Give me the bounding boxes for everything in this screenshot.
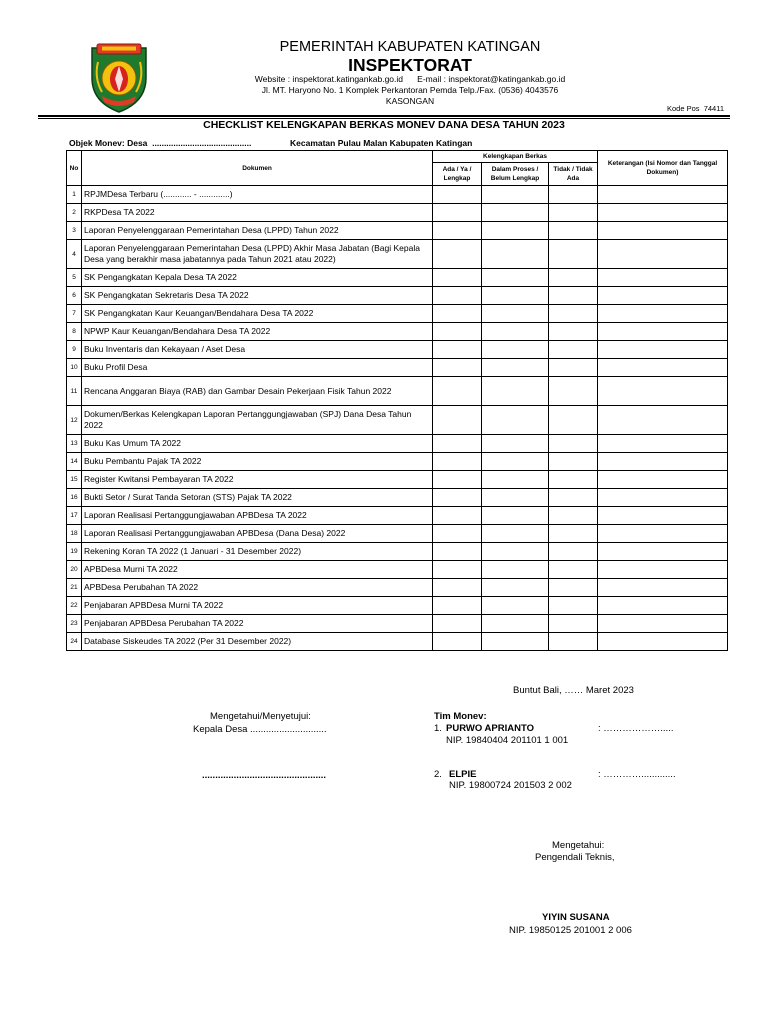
row-number: 1 <box>67 186 82 204</box>
proses-cell[interactable] <box>482 240 549 269</box>
table-row <box>67 359 728 377</box>
row-document: Buku Pembantu Pajak TA 2022 <box>82 453 433 471</box>
proses-cell[interactable] <box>482 406 549 435</box>
row-number: 9 <box>67 341 82 359</box>
table-row <box>67 341 728 359</box>
table-row <box>67 287 728 305</box>
row-document: RKPDesa TA 2022 <box>82 204 433 222</box>
ada-cell[interactable] <box>433 323 482 341</box>
table-row <box>67 269 728 287</box>
keterangan-cell[interactable] <box>598 561 728 579</box>
row-document: Buku Kas Umum TA 2022 <box>82 435 433 453</box>
table-row <box>67 543 728 561</box>
ada-cell[interactable] <box>433 269 482 287</box>
tidak-cell[interactable] <box>549 186 598 204</box>
keterangan-cell[interactable] <box>598 341 728 359</box>
ada-cell[interactable] <box>433 543 482 561</box>
row-number: 21 <box>67 579 82 597</box>
keterangan-cell[interactable] <box>598 222 728 240</box>
row-document: Laporan Realisasi Pertanggungjawaban APBDesa (Dana Desa) 2022 <box>82 525 433 543</box>
ada-cell[interactable] <box>433 471 482 489</box>
office-name: INSPEKTORAT <box>348 55 472 75</box>
header-tidak: Tidak / Tidak Ada <box>549 163 598 186</box>
keterangan-cell[interactable] <box>598 435 728 453</box>
tidak-cell[interactable] <box>549 507 598 525</box>
proses-cell[interactable] <box>482 377 549 406</box>
ada-cell[interactable] <box>433 305 482 323</box>
tidak-cell[interactable] <box>549 525 598 543</box>
table-row <box>67 525 728 543</box>
row-document: Rekening Koran TA 2022 (1 Januari - 31 Desember 2022) <box>82 543 433 561</box>
row-document: Laporan Penyelenggaraan Pemerintahan Desa (LPPD) Akhir Masa Jabatan (Bagi Kepala Desa yang berakhir masa jabatannya pada Tahun 2021 atau 2022) <box>82 240 433 269</box>
checklist-body <box>67 186 728 651</box>
tidak-cell[interactable] <box>549 406 598 435</box>
coat-of-arms-logo <box>88 42 150 114</box>
tim-monev-label: Tim Monev: <box>434 711 487 722</box>
keterangan-cell[interactable] <box>598 204 728 222</box>
tidak-cell[interactable] <box>549 579 598 597</box>
city-line: KASONGAN <box>385 96 435 106</box>
keterangan-cell[interactable] <box>598 471 728 489</box>
proses-cell[interactable] <box>482 359 549 377</box>
row-document: RPJMDesa Terbaru (............ - .............) <box>82 186 433 204</box>
ada-cell[interactable] <box>433 204 482 222</box>
proses-cell[interactable] <box>482 507 549 525</box>
row-document: NPWP Kaur Keuangan/Bendahara Desa TA 2022 <box>82 323 433 341</box>
known-label: Mengetahui: <box>552 840 605 851</box>
proses-cell[interactable] <box>482 615 549 633</box>
objek-monev-field: Objek Monev: Desa .......................................... <box>69 138 252 148</box>
row-number: 15 <box>67 471 82 489</box>
row-number: 20 <box>67 561 82 579</box>
tidak-cell[interactable] <box>549 204 598 222</box>
checklist-table <box>66 150 728 651</box>
proses-cell[interactable] <box>482 269 549 287</box>
tidak-cell[interactable] <box>549 323 598 341</box>
ada-cell[interactable] <box>433 597 482 615</box>
tidak-cell[interactable] <box>549 615 598 633</box>
tidak-cell[interactable] <box>549 305 598 323</box>
table-row <box>67 204 728 222</box>
row-document: APBDesa Murni TA 2022 <box>82 561 433 579</box>
row-document: Penjabaran APBDesa Murni TA 2022 <box>82 597 433 615</box>
header-rule-thick <box>38 115 730 117</box>
row-document: APBDesa Perubahan TA 2022 <box>82 579 433 597</box>
row-number: 22 <box>67 597 82 615</box>
controller-name: YIYIN SUSANA <box>542 912 610 923</box>
proses-cell[interactable] <box>482 489 549 507</box>
header-kelengkapan: Kelengkapan Berkas <box>433 151 598 163</box>
row-number: 14 <box>67 453 82 471</box>
table-row <box>67 507 728 525</box>
table-row <box>67 597 728 615</box>
keterangan-cell[interactable] <box>598 359 728 377</box>
row-number: 10 <box>67 359 82 377</box>
proses-cell[interactable] <box>482 305 549 323</box>
keterangan-cell[interactable] <box>598 186 728 204</box>
proses-cell[interactable] <box>482 597 549 615</box>
tidak-cell[interactable] <box>549 453 598 471</box>
table-row <box>67 222 728 240</box>
tidak-cell[interactable] <box>549 359 598 377</box>
ada-cell[interactable] <box>433 579 482 597</box>
row-number: 6 <box>67 287 82 305</box>
row-number: 16 <box>67 489 82 507</box>
row-document: SK Pengangkatan Kaur Keuangan/Bendahara Desa TA 2022 <box>82 305 433 323</box>
row-document: Buku Profil Desa <box>82 359 433 377</box>
proses-cell[interactable] <box>482 543 549 561</box>
header-no: No <box>67 151 82 186</box>
contact-line: Website : inspektorat.katingankab.go.id E-mail : inspektorat@katingankab.go.id <box>254 74 566 84</box>
member1-signature-line: : ………………..... <box>598 723 674 734</box>
row-document: Buku Inventaris dan Kekayaan / Aset Desa <box>82 341 433 359</box>
keterangan-cell[interactable] <box>598 633 728 651</box>
ada-cell[interactable] <box>433 222 482 240</box>
ada-cell[interactable] <box>433 406 482 435</box>
member2-nip: NIP. 19800724 201503 2 002 <box>449 780 572 791</box>
row-number: 3 <box>67 222 82 240</box>
ada-cell[interactable] <box>433 615 482 633</box>
row-document: Laporan Penyelenggaraan Pemerintahan Desa (LPPD) Tahun 2022 <box>82 222 433 240</box>
row-document: Laporan Realisasi Pertanggungjawaban APBDesa TA 2022 <box>82 507 433 525</box>
tidak-cell[interactable] <box>549 269 598 287</box>
member1-nip: NIP. 19840404 201101 1 001 <box>446 735 569 746</box>
tidak-cell[interactable] <box>549 287 598 305</box>
row-document: Rencana Anggaran Biaya (RAB) dan Gambar Desain Pekerjaan Fisik Tahun 2022 <box>82 377 433 406</box>
proses-cell[interactable] <box>482 525 549 543</box>
ada-cell[interactable] <box>433 507 482 525</box>
ada-cell[interactable] <box>433 561 482 579</box>
row-number: 8 <box>67 323 82 341</box>
table-row <box>67 377 728 406</box>
header-proses: Dalam Proses / Belum Lengkap <box>482 163 549 186</box>
ada-cell[interactable] <box>433 453 482 471</box>
proses-cell[interactable] <box>482 287 549 305</box>
proses-cell[interactable] <box>482 323 549 341</box>
government-name: PEMERINTAH KABUPATEN KATINGAN <box>279 39 541 55</box>
keterangan-cell[interactable] <box>598 507 728 525</box>
member2-signature-line: : …………............. <box>598 769 676 780</box>
row-number: 5 <box>67 269 82 287</box>
tidak-cell[interactable] <box>549 489 598 507</box>
table-row <box>67 561 728 579</box>
proses-cell[interactable] <box>482 222 549 240</box>
keterangan-cell[interactable] <box>598 377 728 406</box>
ada-cell[interactable] <box>433 240 482 269</box>
row-number: 13 <box>67 435 82 453</box>
keterangan-cell[interactable] <box>598 323 728 341</box>
proses-cell[interactable] <box>482 435 549 453</box>
proses-cell[interactable] <box>482 186 549 204</box>
keterangan-cell[interactable] <box>598 305 728 323</box>
row-document: Bukti Setor / Surat Tanda Setoran (STS) Pajak TA 2022 <box>82 489 433 507</box>
keterangan-cell[interactable] <box>598 615 728 633</box>
ada-cell[interactable] <box>433 186 482 204</box>
keterangan-cell[interactable] <box>598 453 728 471</box>
proses-cell[interactable] <box>482 453 549 471</box>
postal-code: Kode Pos 74411 <box>667 104 724 113</box>
tidak-cell[interactable] <box>549 240 598 269</box>
tidak-cell[interactable] <box>549 561 598 579</box>
tidak-cell[interactable] <box>549 435 598 453</box>
table-row <box>67 305 728 323</box>
place-date: Buntut Bali, …… Maret 2023 <box>513 685 634 696</box>
keterangan-cell[interactable] <box>598 287 728 305</box>
keterangan-cell[interactable] <box>598 269 728 287</box>
member2-name: ELPIE <box>449 769 477 780</box>
table-row <box>67 240 728 269</box>
table-row <box>67 471 728 489</box>
row-document: SK Pengangkatan Kepala Desa TA 2022 <box>82 269 433 287</box>
row-number: 17 <box>67 507 82 525</box>
proses-cell[interactable] <box>482 579 549 597</box>
keterangan-cell[interactable] <box>598 543 728 561</box>
keterangan-cell[interactable] <box>598 240 728 269</box>
row-number: 4 <box>67 240 82 269</box>
row-document: Register Kwitansi Pembayaran TA 2022 <box>82 471 433 489</box>
proses-cell[interactable] <box>482 561 549 579</box>
row-document: Database Siskeudes TA 2022 (Per 31 Desember 2022) <box>82 633 433 651</box>
proses-cell[interactable] <box>482 633 549 651</box>
row-document: SK Pengangkatan Sekretaris Desa TA 2022 <box>82 287 433 305</box>
keterangan-cell[interactable] <box>598 597 728 615</box>
controller-title: Pengendali Teknis, <box>535 852 615 863</box>
tidak-cell[interactable] <box>549 471 598 489</box>
table-row <box>67 489 728 507</box>
header-ada: Ada / Ya / Lengkap <box>433 163 482 186</box>
tidak-cell[interactable] <box>549 377 598 406</box>
keterangan-cell[interactable] <box>598 406 728 435</box>
header-keterangan: Keterangan (Isi Nomor dan Tanggal Dokumen) <box>598 151 728 186</box>
proses-cell[interactable] <box>482 471 549 489</box>
member1-name: PURWO APRIANTO <box>446 723 534 734</box>
address-line: Jl. MT. Haryono No. 1 Komplek Perkantoran Pemda Telp./Fax. (0536) 4043576 <box>261 85 559 95</box>
ada-cell[interactable] <box>433 341 482 359</box>
document-title: CHECKLIST KELENGKAPAN BERKAS MONEV DANA DESA TAHUN 2023 <box>203 119 565 131</box>
table-row <box>67 323 728 341</box>
row-number: 11 <box>67 377 82 406</box>
ada-cell[interactable] <box>433 435 482 453</box>
coat-of-arms-icon <box>88 42 150 114</box>
proses-cell[interactable] <box>482 341 549 359</box>
keterangan-cell[interactable] <box>598 525 728 543</box>
tidak-cell[interactable] <box>549 597 598 615</box>
controller-nip: NIP. 19850125 201001 2 006 <box>509 925 632 936</box>
approval-label: Mengetahui/Menyetujui: <box>210 711 311 722</box>
table-row <box>67 435 728 453</box>
tidak-cell[interactable] <box>549 633 598 651</box>
row-number: 19 <box>67 543 82 561</box>
ada-cell[interactable] <box>433 287 482 305</box>
member2-number: 2. <box>434 769 442 780</box>
table-row <box>67 633 728 651</box>
row-number: 12 <box>67 406 82 435</box>
member1-number: 1. <box>434 723 442 734</box>
tidak-cell[interactable] <box>549 222 598 240</box>
table-row <box>67 615 728 633</box>
kecamatan-label: Kecamatan Pulau Malan Kabupaten Katingan <box>290 138 473 148</box>
tidak-cell[interactable] <box>549 543 598 561</box>
keterangan-cell[interactable] <box>598 579 728 597</box>
ada-cell[interactable] <box>433 489 482 507</box>
header-dokumen: Dokumen <box>82 151 433 186</box>
keterangan-cell[interactable] <box>598 489 728 507</box>
proses-cell[interactable] <box>482 204 549 222</box>
row-number: 2 <box>67 204 82 222</box>
row-number: 23 <box>67 615 82 633</box>
table-row <box>67 406 728 435</box>
table-row <box>67 453 728 471</box>
row-number: 7 <box>67 305 82 323</box>
kepala-desa-label: Kepala Desa ............................. <box>193 724 327 735</box>
table-row <box>67 579 728 597</box>
tidak-cell[interactable] <box>549 341 598 359</box>
ada-cell[interactable] <box>433 525 482 543</box>
row-document: Penjabaran APBDesa Perubahan TA 2022 <box>82 615 433 633</box>
table-row <box>67 186 728 204</box>
ada-cell[interactable] <box>433 377 482 406</box>
row-number: 24 <box>67 633 82 651</box>
kepala-desa-signature-line: ............................................... <box>202 770 327 781</box>
ada-cell[interactable] <box>433 359 482 377</box>
ada-cell[interactable] <box>433 633 482 651</box>
row-document: Dokumen/Berkas Kelengkapan Laporan Pertanggungjawaban (SPJ) Dana Desa Tahun 2022 <box>82 406 433 435</box>
row-number: 18 <box>67 525 82 543</box>
